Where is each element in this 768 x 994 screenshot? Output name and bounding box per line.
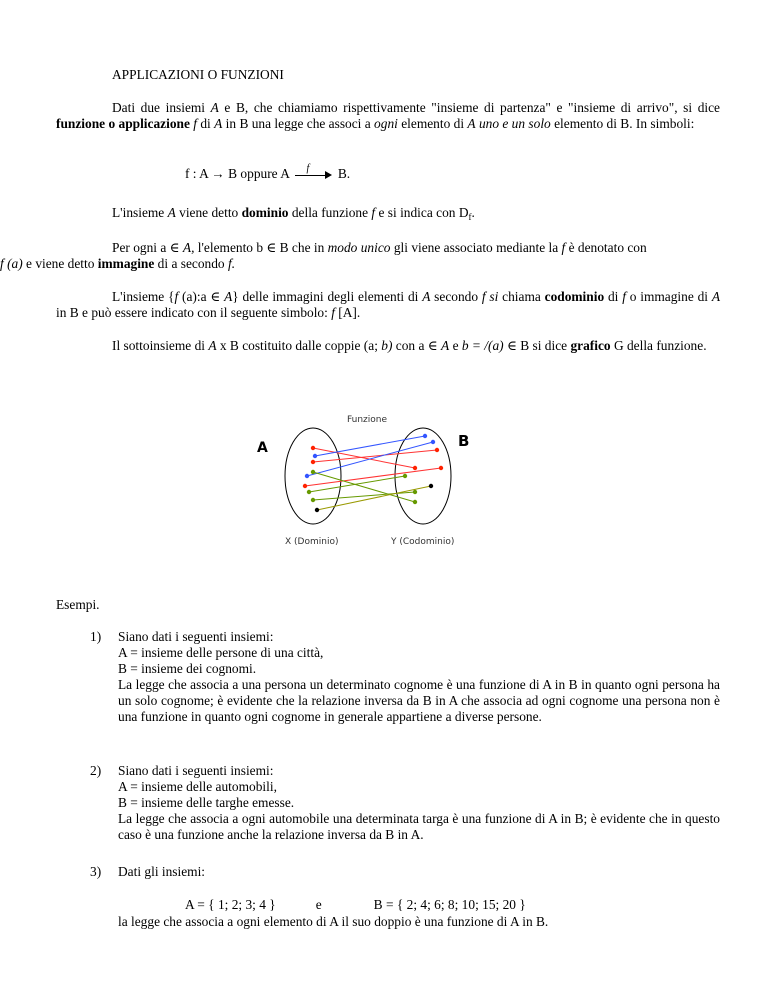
domain-point bbox=[303, 484, 307, 488]
codomain-point bbox=[435, 448, 439, 452]
codomain-point bbox=[423, 434, 427, 438]
domain-point bbox=[313, 454, 317, 458]
domain-point bbox=[305, 474, 309, 478]
domain-ellipse bbox=[285, 428, 341, 524]
paragraph-definition: Dati due insiemi A e B, che chiamiamo rispettivamente "insieme di partenza" e "insieme di arrivo", si dice funzione o applicazione f di A in B una legge che associ a ogni elemento di A uno e un solo elemento di B. In simboli: bbox=[56, 100, 720, 131]
formula-notation: f : A → B oppure A f B. bbox=[185, 162, 351, 181]
mapping-arrow bbox=[307, 442, 433, 476]
diagram-heading: Funzione bbox=[346, 415, 388, 425]
codomain-point bbox=[439, 466, 443, 470]
example-line: Siano dati i seguenti insiemi: bbox=[118, 763, 274, 778]
domain-caption: X (Dominio) bbox=[285, 537, 339, 547]
codomain-point bbox=[403, 474, 407, 478]
paragraph-dominio: L'insieme A viene detto dominio della funzione f e si indica con $D_f$. bbox=[112, 205, 475, 222]
domain-point bbox=[311, 460, 315, 464]
paragraph-grafico: Il sottoinsieme di A x B costituito dalle coppie (a; b) con a ∈ A e b = /(a) ∈ B si dice grafico G della funzione. bbox=[112, 338, 707, 353]
codomain-point bbox=[429, 484, 433, 488]
function-diagram bbox=[255, 410, 475, 550]
codomain-point bbox=[413, 490, 417, 494]
example-number: 1) bbox=[90, 629, 102, 644]
codomain-point bbox=[431, 440, 435, 444]
example-line: La legge che associa a ogni automobile una determinata targa è una funzione di A in B; è evidente che in questo caso è una funzione anche la relazione inversa da B in A. bbox=[118, 811, 720, 842]
page-title: APPLICAZIONI O FUNZIONI bbox=[112, 67, 284, 82]
example-2-body bbox=[118, 763, 720, 843]
example-line: Dati gli insiemi: bbox=[118, 864, 206, 879]
example-number: 3) bbox=[90, 864, 102, 879]
codomain-point bbox=[413, 500, 417, 504]
sets-definition: A = { 1; 2; 3; 4 } e B = { 2; 4; 6; 8; 10; 15; 20 } bbox=[185, 897, 526, 912]
example-line: La legge che associa a una persona un determinato cognome è una funzione di A in B in quanto ogni persona ha un solo cognome; è evidente che la relazione inversa da B in A che associa ad ogni cognome una persona non è una funzione in quanto ogni cognome in generale appartiene a diverse persone. bbox=[118, 677, 720, 724]
example-number: 2) bbox=[90, 763, 102, 778]
example-line: B = insieme delle targhe emesse. bbox=[118, 795, 295, 810]
example-1-body bbox=[118, 629, 720, 725]
codomain-caption: Y (Codominio) bbox=[391, 537, 455, 547]
examples-heading: Esempi. bbox=[56, 597, 100, 612]
paragraph-codominio: L'insieme {f (a):a ∈ A} delle immagini degli elementi di A secondo f si chiama codominio di f o immagine di A in B e può essere indicato con il seguente simbolo: f [A]. bbox=[56, 289, 720, 320]
set-b-label: B bbox=[458, 432, 470, 450]
example-line: B = insieme dei cognomi. bbox=[118, 661, 257, 676]
example-line: A = insieme delle automobili, bbox=[118, 779, 277, 794]
codomain-point bbox=[413, 466, 417, 470]
domain-point bbox=[311, 498, 315, 502]
paragraph-immagine: Per ogni a ∈ A, l'elemento b ∈ B che in modo unico gli viene associato mediante la f è denotato con f (a) e viene detto immagine di a secondo f. bbox=[0, 240, 647, 271]
example-line: la legge che associa a ogni elemento di A il suo doppio è una funzione di A in B. bbox=[118, 914, 549, 929]
domain-point bbox=[307, 490, 311, 494]
set-a-label: A bbox=[257, 440, 268, 456]
domain-point bbox=[311, 470, 315, 474]
mapping-arrow-icon: f bbox=[293, 168, 335, 182]
mapping-arrow bbox=[313, 492, 415, 500]
example-line: A = insieme delle persone di una città, bbox=[118, 645, 324, 660]
example-line: Siano dati i seguenti insiemi: bbox=[118, 629, 274, 644]
domain-point bbox=[311, 446, 315, 450]
domain-point bbox=[315, 508, 319, 512]
